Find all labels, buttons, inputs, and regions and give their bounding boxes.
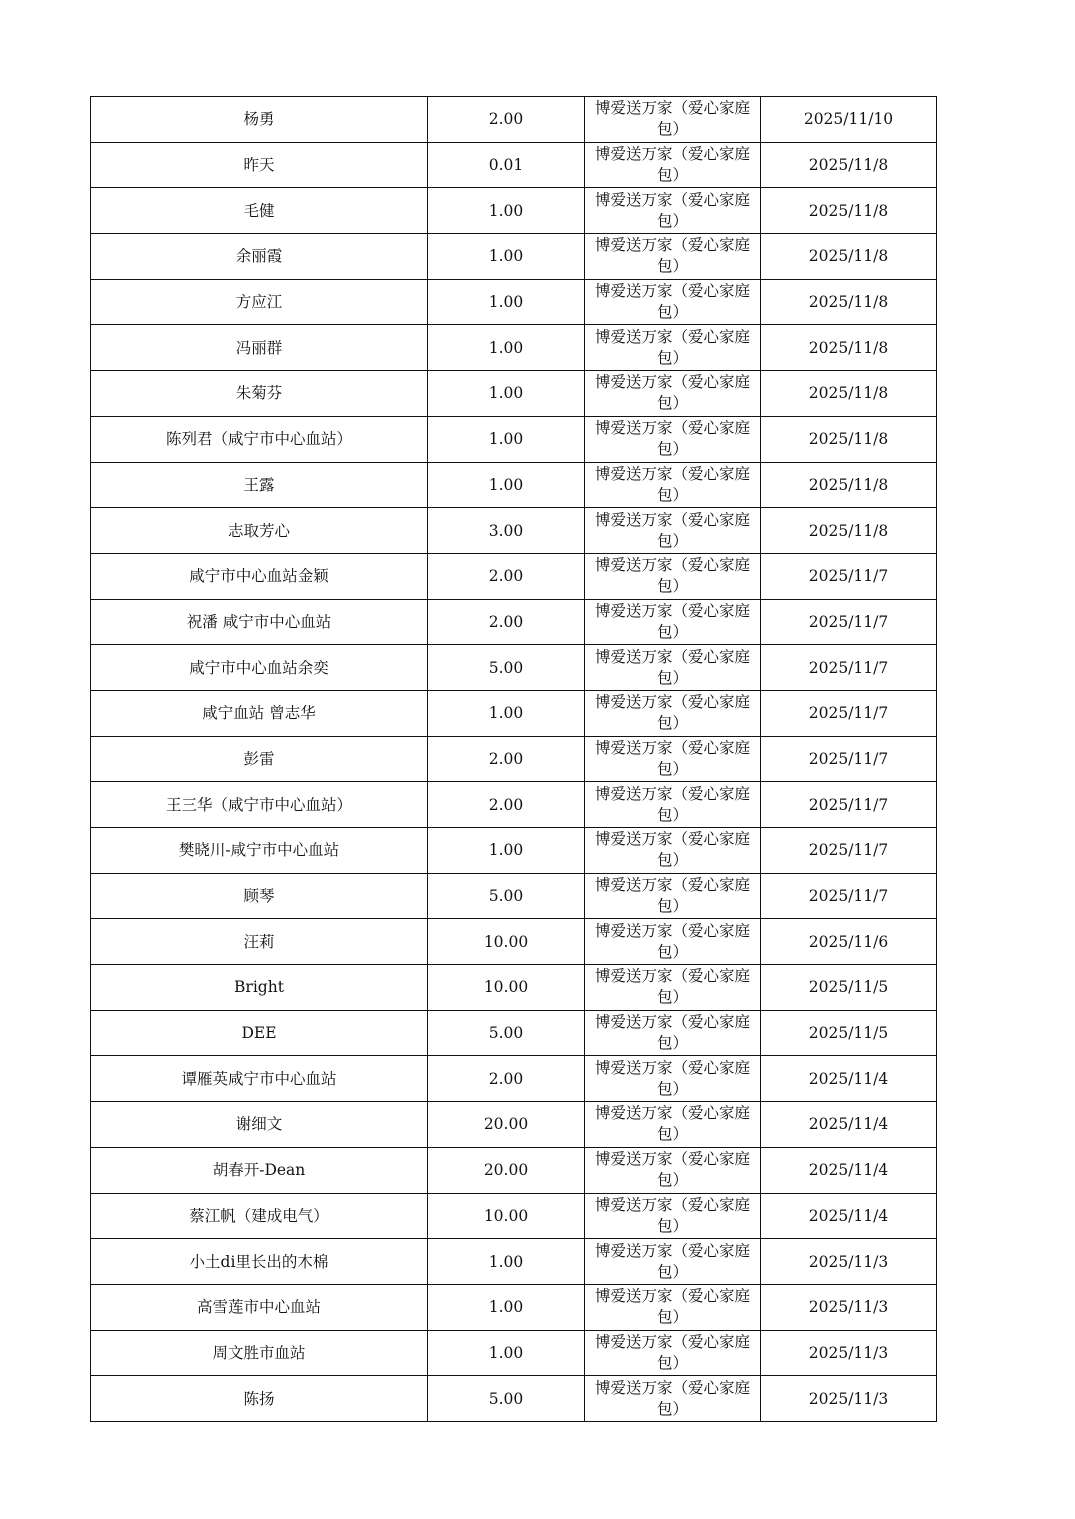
donation-date-cell: 2025/11/4 (761, 1056, 937, 1102)
donation-amount-cell: 1.00 (428, 828, 585, 874)
table-row (91, 371, 937, 417)
table-row (91, 1147, 937, 1193)
donation-amount-cell: 1.00 (428, 462, 585, 508)
project-name-text: 博爱送万家（爱心家庭包） (594, 967, 750, 1007)
donation-date-cell: 2025/11/5 (761, 1010, 937, 1056)
donor-name-cell: 余丽霞 (91, 234, 428, 280)
donation-date-cell: 2025/11/8 (761, 188, 937, 234)
donation-amount-cell: 10.00 (428, 919, 585, 965)
donation-amount-cell: 5.00 (428, 1010, 585, 1056)
project-name-text: 博爱送万家（爱心家庭包） (594, 1150, 750, 1190)
donation-date-cell: 2025/11/10 (761, 97, 937, 143)
donation-amount-cell: 20.00 (428, 1147, 585, 1193)
project-name-cell (585, 188, 761, 234)
donation-date-cell: 2025/11/4 (761, 1147, 937, 1193)
project-name-cell (585, 782, 761, 828)
donor-name-cell: 樊晓川-咸宁市中心血站 (91, 828, 428, 874)
donor-name-cell: 陈列君（咸宁市中心血站） (91, 416, 428, 462)
project-name-text: 博爱送万家（爱心家庭包） (594, 876, 750, 916)
donation-date-cell: 2025/11/3 (761, 1330, 937, 1376)
project-name-text: 博爱送万家（爱心家庭包） (594, 921, 750, 961)
donation-date-cell: 2025/11/7 (761, 828, 937, 874)
project-name-cell (585, 553, 761, 599)
table-row (91, 782, 937, 828)
table-row (91, 1376, 937, 1422)
donation-date-cell: 2025/11/8 (761, 416, 937, 462)
project-name-text: 博爱送万家（爱心家庭包） (594, 373, 750, 413)
project-name-text: 博爱送万家（爱心家庭包） (594, 1241, 750, 1281)
project-name-text: 博爱送万家（爱心家庭包） (594, 1195, 750, 1235)
project-name-cell (585, 1102, 761, 1148)
donation-date-cell: 2025/11/5 (761, 965, 937, 1011)
table-row (91, 97, 937, 143)
project-name-cell (585, 645, 761, 691)
donor-name-cell: 昨天 (91, 142, 428, 188)
project-name-cell (585, 142, 761, 188)
donor-name-cell: 咸宁市中心血站金颖 (91, 553, 428, 599)
project-name-cell (585, 1376, 761, 1422)
donor-name-cell: 王露 (91, 462, 428, 508)
donation-date-cell: 2025/11/7 (761, 599, 937, 645)
project-name-cell (585, 1056, 761, 1102)
donation-amount-cell: 0.01 (428, 142, 585, 188)
donation-amount-cell: 2.00 (428, 599, 585, 645)
donor-name-cell: 冯丽群 (91, 325, 428, 371)
project-name-cell (585, 1010, 761, 1056)
donation-date-cell: 2025/11/7 (761, 553, 937, 599)
donation-date-cell: 2025/11/7 (761, 782, 937, 828)
donor-name-cell: DEE (91, 1010, 428, 1056)
donation-amount-cell: 1.00 (428, 1330, 585, 1376)
donor-name-cell: 方应江 (91, 279, 428, 325)
table-row (91, 1193, 937, 1239)
donation-date-cell: 2025/11/8 (761, 371, 937, 417)
project-name-cell (585, 97, 761, 143)
donor-name-cell: 蔡江帆（建成电气） (91, 1193, 428, 1239)
project-name-cell (585, 919, 761, 965)
table-row (91, 279, 937, 325)
donation-date-cell: 2025/11/8 (761, 279, 937, 325)
donation-date-cell: 2025/11/7 (761, 736, 937, 782)
project-name-text: 博爱送万家（爱心家庭包） (594, 236, 750, 276)
donation-amount-cell: 2.00 (428, 782, 585, 828)
project-name-text: 博爱送万家（爱心家庭包） (594, 1332, 750, 1372)
table-row (91, 416, 937, 462)
table-row (91, 690, 937, 736)
donor-name-cell: 谭雁英咸宁市中心血站 (91, 1056, 428, 1102)
project-name-text: 博爱送万家（爱心家庭包） (594, 99, 750, 139)
project-name-text: 博爱送万家（爱心家庭包） (594, 556, 750, 596)
project-name-cell (585, 828, 761, 874)
donation-date-cell: 2025/11/3 (761, 1376, 937, 1422)
project-name-text: 博爱送万家（爱心家庭包） (594, 1287, 750, 1327)
donation-date-cell: 2025/11/3 (761, 1239, 937, 1285)
donation-date-cell: 2025/11/8 (761, 234, 937, 280)
donation-amount-cell: 10.00 (428, 1193, 585, 1239)
donation-date-cell: 2025/11/8 (761, 462, 937, 508)
donation-date-cell: 2025/11/7 (761, 873, 937, 919)
donation-date-cell: 2025/11/7 (761, 690, 937, 736)
project-name-cell (585, 325, 761, 371)
donation-amount-cell: 20.00 (428, 1102, 585, 1148)
project-name-cell (585, 371, 761, 417)
table-row (91, 873, 937, 919)
donation-date-cell: 2025/11/4 (761, 1193, 937, 1239)
table-row (91, 234, 937, 280)
donor-name-cell: 王三华（咸宁市中心血站） (91, 782, 428, 828)
project-name-text: 博爱送万家（爱心家庭包） (594, 784, 750, 824)
donation-amount-cell: 2.00 (428, 553, 585, 599)
donation-amount-cell: 1.00 (428, 371, 585, 417)
donation-amount-cell: 1.00 (428, 1284, 585, 1330)
donation-amount-cell: 10.00 (428, 965, 585, 1011)
project-name-text: 博爱送万家（爱心家庭包） (594, 282, 750, 322)
project-name-text: 博爱送万家（爱心家庭包） (594, 830, 750, 870)
donation-amount-cell: 1.00 (428, 1239, 585, 1285)
project-name-cell (585, 736, 761, 782)
donor-name-cell: 杨勇 (91, 97, 428, 143)
project-name-cell (585, 234, 761, 280)
table-row (91, 1056, 937, 1102)
project-name-text: 博爱送万家（爱心家庭包） (594, 647, 750, 687)
project-name-text: 博爱送万家（爱心家庭包） (594, 190, 750, 230)
project-name-cell (585, 1147, 761, 1193)
table-row (91, 1284, 937, 1330)
table-row (91, 736, 937, 782)
project-name-cell (585, 1239, 761, 1285)
donation-table (90, 96, 937, 1422)
donation-amount-cell: 1.00 (428, 279, 585, 325)
donation-amount-cell: 1.00 (428, 416, 585, 462)
donation-amount-cell: 2.00 (428, 1056, 585, 1102)
project-name-cell (585, 873, 761, 919)
donation-amount-cell: 1.00 (428, 234, 585, 280)
table-row (91, 1330, 937, 1376)
table-row (91, 142, 937, 188)
project-name-text: 博爱送万家（爱心家庭包） (594, 327, 750, 367)
project-name-text: 博爱送万家（爱心家庭包） (594, 738, 750, 778)
donor-name-cell: 高雪莲市中心血站 (91, 1284, 428, 1330)
donor-name-cell: 咸宁市中心血站余奕 (91, 645, 428, 691)
project-name-cell (585, 690, 761, 736)
project-name-text: 博爱送万家（爱心家庭包） (594, 601, 750, 641)
donation-date-cell: 2025/11/6 (761, 919, 937, 965)
donor-name-cell: 朱菊芬 (91, 371, 428, 417)
donation-amount-cell: 5.00 (428, 645, 585, 691)
donation-date-cell: 2025/11/8 (761, 325, 937, 371)
table-row (91, 1102, 937, 1148)
donation-date-cell: 2025/11/3 (761, 1284, 937, 1330)
table-row (91, 508, 937, 554)
table-row (91, 645, 937, 691)
table-row (91, 919, 937, 965)
project-name-text: 博爱送万家（爱心家庭包） (594, 510, 750, 550)
table-row (91, 965, 937, 1011)
donor-name-cell: Bright (91, 965, 428, 1011)
donor-name-cell: 汪莉 (91, 919, 428, 965)
donation-amount-cell: 1.00 (428, 188, 585, 234)
project-name-cell (585, 1330, 761, 1376)
donor-name-cell: 谢细文 (91, 1102, 428, 1148)
project-name-cell (585, 599, 761, 645)
donor-name-cell: 顾琴 (91, 873, 428, 919)
donor-name-cell: 小土di里长出的木棉 (91, 1239, 428, 1285)
project-name-text: 博爱送万家（爱心家庭包） (594, 693, 750, 733)
project-name-text: 博爱送万家（爱心家庭包） (594, 419, 750, 459)
project-name-cell (585, 416, 761, 462)
donation-date-cell: 2025/11/8 (761, 508, 937, 554)
donor-name-cell: 祝潘 咸宁市中心血站 (91, 599, 428, 645)
donation-amount-cell: 2.00 (428, 97, 585, 143)
donation-amount-cell: 1.00 (428, 325, 585, 371)
table-row (91, 599, 937, 645)
donor-name-cell: 毛健 (91, 188, 428, 234)
donation-date-cell: 2025/11/4 (761, 1102, 937, 1148)
table-row (91, 1010, 937, 1056)
project-name-text: 博爱送万家（爱心家庭包） (594, 145, 750, 185)
table-row (91, 462, 937, 508)
donation-table-body (91, 97, 937, 1422)
project-name-cell (585, 1284, 761, 1330)
donation-date-cell: 2025/11/8 (761, 142, 937, 188)
donor-name-cell: 志取芳心 (91, 508, 428, 554)
project-name-text: 博爱送万家（爱心家庭包） (594, 1058, 750, 1098)
donor-name-cell: 彭雷 (91, 736, 428, 782)
table-row (91, 1239, 937, 1285)
table-row (91, 828, 937, 874)
donor-name-cell: 周文胜市血站 (91, 1330, 428, 1376)
donor-name-cell: 陈扬 (91, 1376, 428, 1422)
project-name-cell (585, 508, 761, 554)
project-name-cell (585, 462, 761, 508)
donation-amount-cell: 1.00 (428, 690, 585, 736)
donation-amount-cell: 5.00 (428, 1376, 585, 1422)
donation-date-cell: 2025/11/7 (761, 645, 937, 691)
donor-name-cell: 咸宁血站 曾志华 (91, 690, 428, 736)
table-row (91, 553, 937, 599)
donation-amount-cell: 5.00 (428, 873, 585, 919)
table-row (91, 188, 937, 234)
project-name-text: 博爱送万家（爱心家庭包） (594, 1013, 750, 1053)
donation-amount-cell: 2.00 (428, 736, 585, 782)
project-name-text: 博爱送万家（爱心家庭包） (594, 1104, 750, 1144)
project-name-text: 博爱送万家（爱心家庭包） (594, 1378, 750, 1418)
project-name-text: 博爱送万家（爱心家庭包） (594, 464, 750, 504)
donation-amount-cell: 3.00 (428, 508, 585, 554)
project-name-cell (585, 965, 761, 1011)
project-name-cell (585, 1193, 761, 1239)
table-row (91, 325, 937, 371)
donor-name-cell: 胡春开-Dean (91, 1147, 428, 1193)
project-name-cell (585, 279, 761, 325)
